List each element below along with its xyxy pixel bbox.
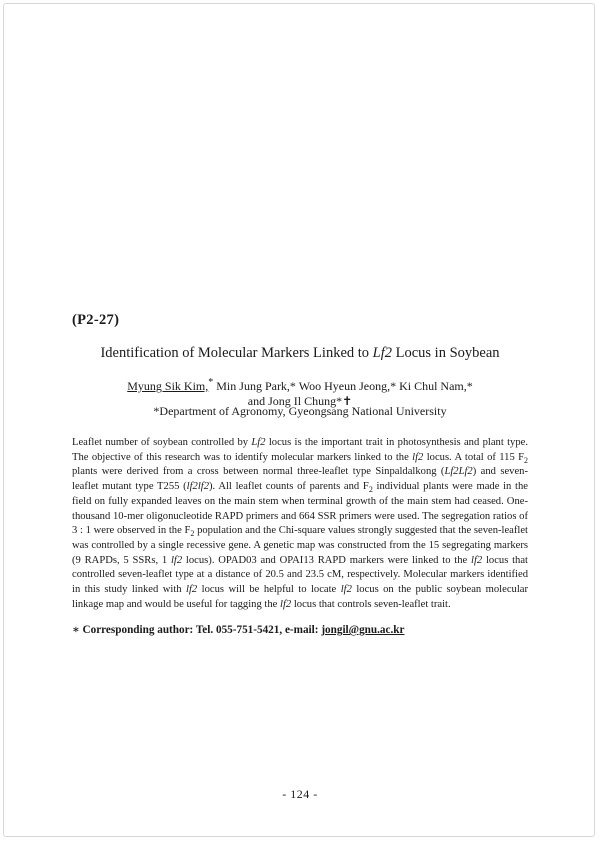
abstract-text: individual plants were made in the field on fully expanded leaves on the main stem when terminal growth of the main stem had ceased. One-thousand 10-mer oligonucleotide RAPD primers and 664 SSR primers were used. The segregation ratios of 3 : 1 were observed in the F <box>72 481 528 537</box>
affiliation: *Department of Agronomy, Gyeongsang National University <box>153 404 447 418</box>
title-text-before: Identification of Molecular Markers Linked to <box>100 345 373 361</box>
abstract-text: population and the Chi-square values strongly suggested that the seven-leaflet was controlled by a single recessive gene. A genetic map was constructed from the 15 segregating markers (9 RAPDs, 5 SSRs, 1 <box>72 525 528 566</box>
abstract-text: ) and seven-leaflet mutant type T255 ( <box>72 466 528 493</box>
abstract-text: locus is the important trait in photosynthesis and plant type. The objective of this research was to identify molecular markers linked to the <box>72 437 528 463</box>
subscript: 2 <box>524 455 528 465</box>
first-author-mark: * <box>208 377 214 388</box>
abstract-text: locus). OPAD03 and OPAI13 RAPD markers were linked to the <box>182 554 471 566</box>
contact-info: ∗ Corresponding author: Tel. 055-751-5421, e-mail: <box>72 624 322 636</box>
gene-symbol: lf2 <box>186 584 198 596</box>
gene-symbol: lf2 <box>412 451 424 463</box>
abstract-text: Leaflet number of soybean controlled by <box>72 437 252 448</box>
subscript: 2 <box>190 529 195 539</box>
abstract-body <box>72 436 528 612</box>
corresponding-author-line <box>72 623 528 637</box>
gene-symbol: lf2 <box>170 554 183 566</box>
first-author: Myung Sik Kim, <box>127 379 209 393</box>
gene-symbol: lf2lf2 <box>186 481 210 493</box>
gene-symbol: lf2 <box>471 554 483 566</box>
gene-symbol: Lf2 <box>251 437 266 448</box>
corresponding-author-name: and Jong Il Chung*✝ <box>247 393 353 408</box>
abstract-text: locus that controls seven-leaflet trait. <box>291 598 451 610</box>
co-authors: Min Jung Park,* Woo Hyeun Jeong,* Ki Chul Nam,* <box>213 379 473 393</box>
email-link[interactable]: jongil@gnu.ac.kr <box>321 624 405 636</box>
abstract-text: ). All leaflet counts of parents and F <box>209 481 369 493</box>
gene-symbol: lf2 <box>280 598 292 610</box>
gene-symbol: lf2 <box>340 584 352 596</box>
title-locus-name: Lf2 <box>372 345 392 361</box>
paper-title <box>40 345 560 362</box>
gene-symbol: Lf2Lf2 <box>444 466 473 478</box>
abstract-text: locus on the public soybean molecular linkage map and would be useful for tagging the <box>72 584 528 610</box>
abstract-text: locus that controlled seven-leaflet type at a distance of 20.5 and 23.5 cM, respectively. Molecular markers identified in this study linked with <box>72 554 528 596</box>
abstract-text: plants were derived from a cross between normal three-leaflet type Sinpaldalkong ( <box>72 466 445 478</box>
page-number: - 124 - <box>282 787 318 801</box>
session-code: (P2-27) <box>72 312 120 328</box>
subscript: 2 <box>368 485 373 495</box>
abstract-text: locus will be helpful to locate <box>197 584 341 596</box>
page-frame <box>3 3 595 837</box>
abstract-text: locus. A total of 115 F <box>423 451 525 463</box>
title-text-after: Locus in Soybean <box>392 345 500 361</box>
